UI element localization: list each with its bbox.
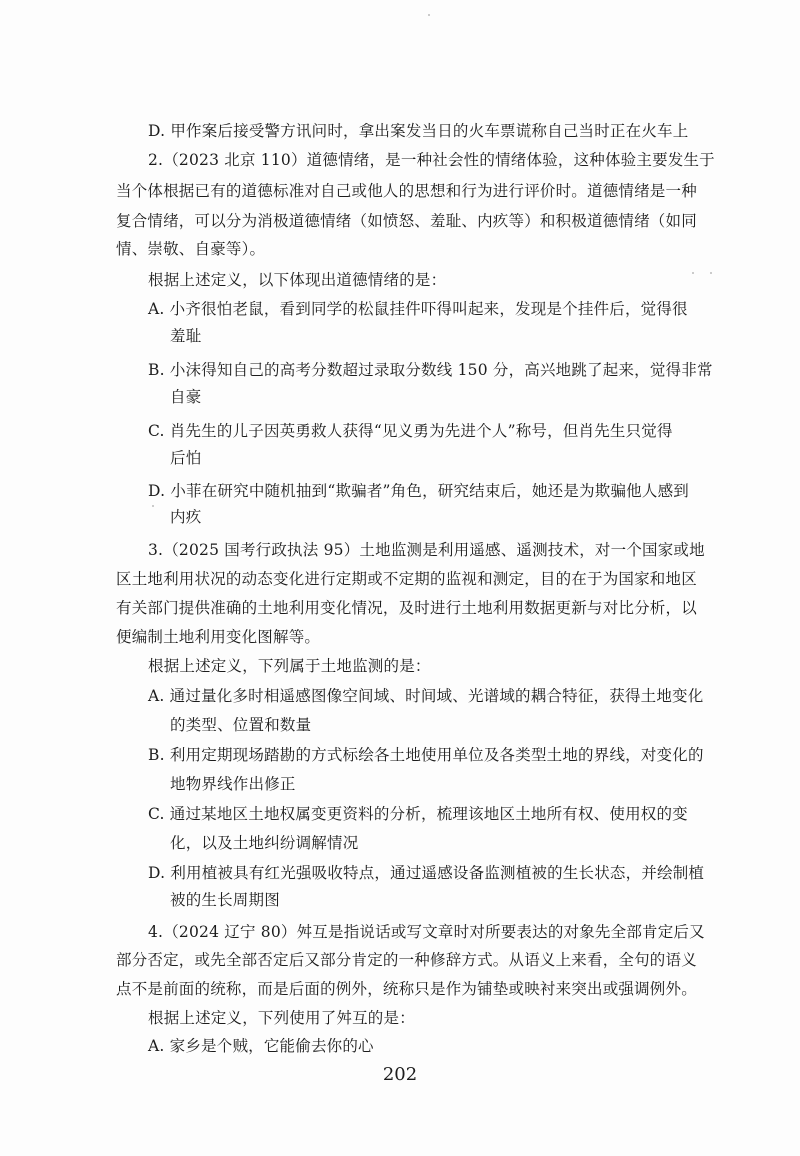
q3-question: 根据上述定义，下列属于土地监测的是： <box>148 657 431 675</box>
q2-option-c: C. 肖先生的儿子因英勇救人获得“见义勇为先进个人”称号，但肖先生只觉得 <box>148 422 673 440</box>
q2-question: 根据上述定义，以下体现出道德情绪的是： <box>148 271 447 289</box>
q2-option-c-cont: 后怕 <box>170 449 202 467</box>
q2-stem-line: 情、崇敬、自豪等）。 <box>116 240 266 258</box>
page-number: 202 <box>382 1064 418 1085</box>
scan-speck <box>710 272 712 274</box>
q2-option-b-cont: 自豪 <box>170 388 202 406</box>
q3-option-c-cont: 化，以及土地纠纷调解情况 <box>170 834 359 852</box>
q3-option-d-cont: 被的生长周期图 <box>170 891 280 909</box>
q3-option-d: D. 利用植被具有红光强吸收特点，通过遥感设备监测植被的生长状态，并绘制植 <box>148 864 705 882</box>
q3-option-b: B. 利用定期现场踏勘的方式标绘各土地使用单位及各类型土地的界线，对变化的 <box>148 746 704 764</box>
scan-speck <box>152 505 154 507</box>
q2-option-d-cont: 内疚 <box>170 508 202 526</box>
q3-stem-line: 3.（2025 国考行政执法 95）土地监测是利用遥感、遥测技术，对一个国家或地 <box>148 541 705 559</box>
q4-stem-line: 部分否定，或先全部否定后又部分肯定的一种修辞方式。从语义上来看，全句的语义 <box>116 951 697 969</box>
q3-option-c: C. 通过某地区土地权属变更资料的分析，梳理该地区土地所有权、使用权的变 <box>148 805 688 823</box>
q2-option-a: A. 小齐很怕老鼠，看到同学的松鼠挂件吓得叫起来，发现是个挂件后，觉得很 <box>148 300 688 318</box>
q3-option-b-cont: 地物界线作出修正 <box>170 775 296 793</box>
q2-stem-line: 当个体根据已有的道德标准对自己或他人的思想和行为进行评价时。道德情绪是一种 <box>116 182 697 200</box>
q2-option-d: D. 小菲在研究中随机抽到“欺骗者”角色，研究结束后，她还是为欺骗他人感到 <box>148 482 689 500</box>
q3-option-a-cont: 的类型、位置和数量 <box>170 716 312 734</box>
q1-option-d: D. 甲作案后接受警方讯问时，拿出案发当日的火车票谎称自己当时正在火车上 <box>148 122 689 140</box>
scan-speck <box>428 14 430 16</box>
q2-option-b: B. 小沫得知自己的高考分数超过录取分数线 150 分，高兴地跳了起来，觉得非常 <box>148 361 713 379</box>
q2-stem-line: 2.（2023 北京 110）道德情绪，是一种社会性的情绪体验，这种体验主要发生于 <box>148 151 715 169</box>
scan-speck <box>692 272 694 274</box>
q3-option-a: A. 通过量化多时相遥感图像空间域、时间域、光谱域的耦合特征，获得土地变化 <box>148 687 704 705</box>
q2-stem-line: 复合情绪，可以分为消极道德情绪（如愤怒、羞耻、内疚等）和积极道德情绪（如同 <box>116 212 697 230</box>
q4-stem-line: 点不是前面的统称，而是后面的例外，统称只是作为铺垫或映衬来突出或强调例外。 <box>116 980 697 998</box>
q4-stem-line: 4.（2024 辽宁 80）舛互是指说话或写文章时对所要表达的对象先全部肯定后又 <box>148 923 705 941</box>
q4-question: 根据上述定义，下列使用了舛互的是： <box>148 1009 415 1027</box>
q4-option-a: A. 家乡是个贼，它能偷去你的心 <box>148 1037 374 1055</box>
q3-stem-line: 有关部门提供准确的土地利用变化情况，及时进行土地利用数据更新与对比分析，以 <box>116 599 697 617</box>
q2-option-a-cont: 羞耻 <box>170 327 202 345</box>
q3-stem-line: 便编制土地利用变化图解等。 <box>116 628 321 646</box>
q3-stem-line: 区土地利用状况的动态变化进行定期或不定期的监视和测定，目的在于为国家和地区 <box>116 570 697 588</box>
